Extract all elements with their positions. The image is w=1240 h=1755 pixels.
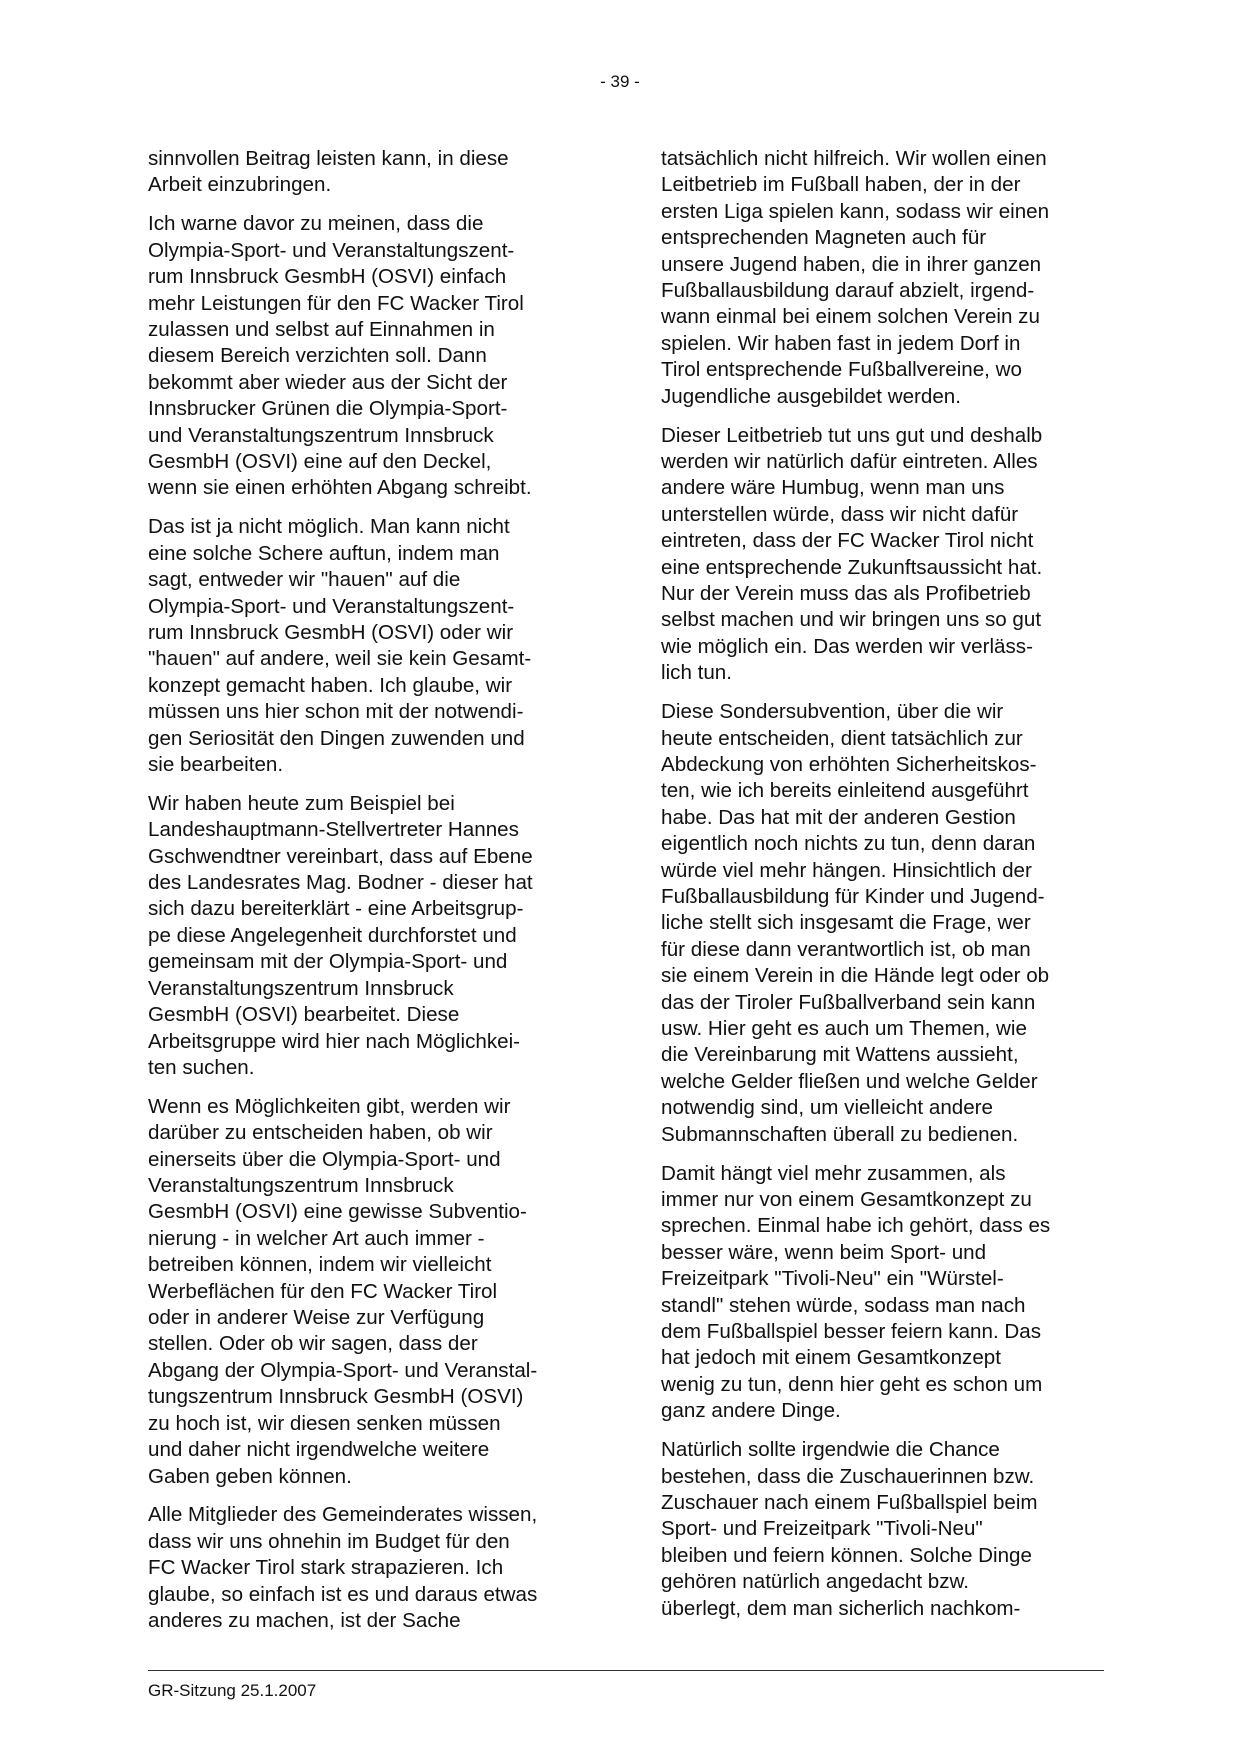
right-text-column	[661, 146, 1101, 1634]
text-line: für diese dann verantwortlich ist, ob man	[661, 937, 1031, 961]
text-line: Tirol entsprechende Fußballvereine, wo	[661, 358, 1022, 382]
text-line: Veranstaltungszentrum Innsbruck	[148, 1174, 454, 1198]
text-line: rum Innsbruck GesmbH (OSVI) einfach	[148, 265, 507, 289]
text-line: tungszentrum Innsbruck GesmbH (OSVI)	[148, 1385, 524, 1409]
text-line: entsprechenden Magneten auch für	[661, 226, 987, 250]
text-line: eine entsprechende Zukunftsaussicht hat.	[661, 555, 1043, 579]
text-line: notwendig sind, um vielleicht andere	[661, 1096, 993, 1120]
paragraph	[661, 699, 1101, 1148]
text-line: und Veranstaltungszentrum Innsbruck	[148, 423, 494, 447]
text-line: sie einem Verein in die Hände legt oder ob	[661, 964, 1050, 988]
paragraph	[148, 1094, 588, 1490]
text-line: sie bearbeiten.	[148, 752, 284, 776]
text-line: Diese Sondersubvention, über die wir	[661, 700, 1004, 724]
paragraph	[661, 423, 1101, 687]
text-line: andere wäre Humbug, wenn man uns	[661, 476, 1005, 500]
text-line: betreiben können, indem wir vielleicht	[148, 1253, 492, 1277]
text-line: sprechen. Einmal habe ich gehört, dass es	[661, 1214, 1051, 1238]
text-line: Zuschauer nach einem Fußballspiel beim	[661, 1490, 1038, 1514]
text-line: wenig zu tun, denn hier geht es schon um	[661, 1372, 1043, 1396]
text-line: werden wir natürlich dafür eintreten. Alles	[661, 449, 1038, 473]
text-line: spielen. Wir haben fast in jedem Dorf in	[661, 331, 1021, 355]
text-line: Jugendliche ausgebildet werden.	[661, 384, 961, 408]
text-line: Das ist ja nicht möglich. Man kann nicht	[148, 515, 510, 539]
text-line: darüber zu entscheiden haben, ob wir	[148, 1121, 493, 1145]
text-line: Gaben geben können.	[148, 1464, 352, 1488]
text-line: bleiben und feiern können. Solche Dinge	[661, 1543, 1032, 1567]
text-line: Damit hängt viel mehr zusammen, als	[661, 1161, 1006, 1185]
text-line: eigentlich noch nichts zu tun, denn daran	[661, 832, 1036, 856]
text-line: tatsächlich nicht hilfreich. Wir wollen einen	[661, 147, 1047, 170]
paragraph	[148, 211, 588, 501]
text-line: und daher nicht irgendwelche weitere	[148, 1438, 490, 1462]
text-line: heute entscheiden, dient tatsächlich zur	[661, 726, 1023, 750]
text-line: ganz andere Dinge.	[661, 1399, 841, 1423]
paragraph	[661, 1161, 1101, 1425]
text-line: müssen uns hier schon mit der notwendi-	[148, 700, 524, 724]
text-line: das der Tiroler Fußballverband sein kann	[661, 990, 1036, 1014]
text-line: Olympia-Sport- und Veranstaltungszent-	[148, 238, 515, 262]
text-line: Veranstaltungszentrum Innsbruck	[148, 976, 454, 1000]
text-line: wann einmal bei einem solchen Verein zu	[661, 305, 1040, 329]
text-line: GesmbH (OSVI) eine gewisse Subventio-	[148, 1200, 527, 1224]
paragraph	[148, 1502, 588, 1634]
text-line: ten, wie ich bereits einleitend ausgeführt	[661, 779, 1029, 803]
text-line: Leitbetrieb im Fußball haben, der in der	[661, 173, 1021, 197]
text-line: Fußballausbildung darauf abzielt, irgend-	[661, 279, 1035, 303]
paragraph	[148, 146, 588, 199]
text-line: wenn sie einen erhöhten Abgang schreibt.	[148, 476, 532, 500]
text-line: stellen. Oder ob wir sagen, dass der	[148, 1332, 478, 1356]
text-line: glaube, so einfach ist es und daraus etwas	[148, 1582, 538, 1606]
paragraph	[661, 146, 1101, 410]
text-line: immer nur von einem Gesamtkonzept zu	[661, 1187, 1032, 1211]
text-line: konzept gemacht haben. Ich glaube, wir	[148, 673, 513, 697]
text-line: FC Wacker Tirol stark strapazieren. Ich	[148, 1556, 504, 1580]
paragraph	[661, 1437, 1101, 1622]
text-line: liche stellt sich insgesamt die Frage, wer	[661, 911, 1031, 935]
text-line: Olympia-Sport- und Veranstaltungszent-	[148, 594, 515, 618]
text-line: gehören natürlich angedacht bzw.	[661, 1570, 969, 1594]
text-line: eine solche Schere auftun, indem man	[148, 541, 500, 565]
text-line: Sport- und Freizeitpark "Tivoli-Neu"	[661, 1517, 983, 1541]
text-line: Alle Mitglieder des Gemeinderates wissen,	[148, 1503, 538, 1527]
text-line: Abdeckung von erhöhten Sicherheitskos-	[661, 752, 1037, 776]
text-line: selbst machen und wir bringen uns so gut	[661, 608, 1042, 632]
text-line: zu hoch ist, wir diesen senken müssen	[148, 1411, 501, 1435]
text-line: gen Seriosität den Dingen zuwenden und	[148, 726, 525, 750]
text-line: oder in anderer Weise zur Verfügung	[148, 1306, 485, 1330]
text-line: besser wäre, wenn beim Sport- und	[661, 1240, 987, 1264]
text-line: bestehen, dass die Zuschauerinnen bzw.	[661, 1464, 1035, 1488]
text-line: standl" stehen würde, sodass man nach	[661, 1293, 1026, 1317]
footer-divider	[148, 1670, 1104, 1671]
text-line: "hauen" auf andere, weil sie kein Gesamt-	[148, 647, 532, 671]
text-line: mehr Leistungen für den FC Wacker Tirol	[148, 291, 524, 315]
paragraph	[148, 791, 588, 1081]
text-line: des Landesrates Mag. Bodner - dieser hat	[148, 871, 533, 895]
text-line: GesmbH (OSVI) bearbeitet. Diese	[148, 1003, 460, 1027]
text-line: Natürlich sollte irgendwie die Chance	[661, 1438, 1000, 1462]
text-line: Arbeitsgruppe wird hier nach Möglichkei-	[148, 1029, 521, 1053]
text-line: Nur der Verein muss das als Profibetrieb	[661, 582, 1031, 605]
text-line: lich tun.	[661, 661, 732, 685]
text-line: Freizeitpark "Tivoli-Neu" ein "Würstel-	[661, 1267, 1004, 1291]
text-line: pe diese Angelegenheit durchforstet und	[148, 923, 517, 947]
text-line: diesem Bereich verzichten soll. Dann	[148, 344, 487, 368]
text-line: Wenn es Möglichkeiten gibt, werden wir	[148, 1094, 511, 1118]
text-line: die Vereinbarung mit Wattens aussieht,	[661, 1043, 1019, 1067]
text-line: sinnvollen Beitrag leisten kann, in diese	[148, 147, 509, 170]
text-line: wie möglich ein. Das werden wir verläss-	[661, 634, 1033, 658]
text-line: rum Innsbruck GesmbH (OSVI) oder wir	[148, 620, 514, 644]
text-line: dem Fußballspiel besser feiern kann. Das	[661, 1319, 1042, 1343]
text-line: zulassen und selbst auf Einnahmen in	[148, 317, 495, 341]
text-line: ersten Liga spielen kann, sodass wir einen	[661, 199, 1050, 223]
text-line: Gschwendtner vereinbart, dass auf Ebene	[148, 844, 533, 868]
paragraph	[148, 514, 588, 778]
text-line: Arbeit einzubringen.	[148, 173, 332, 197]
text-line: hat jedoch mit einem Gesamtkonzept	[661, 1346, 1001, 1370]
text-line: dass wir uns ohnehin im Budget für den	[148, 1529, 510, 1553]
text-line: sich dazu bereiterklärt - eine Arbeitsgrup-	[148, 897, 524, 921]
text-line: Abgang der Olympia-Sport- und Veranstal-	[148, 1358, 538, 1382]
text-line: habe. Das hat mit der anderen Gestion	[661, 805, 1016, 829]
text-line: Werbeflächen für den FC Wacker Tirol	[148, 1279, 498, 1303]
text-line: eintreten, dass der FC Wacker Tirol nicht	[661, 529, 1034, 553]
text-line: Landeshauptmann-Stellvertreter Hannes	[148, 818, 519, 842]
text-line: nierung - in welcher Art auch immer -	[148, 1226, 485, 1250]
text-line: einerseits über die Olympia-Sport- und	[148, 1147, 501, 1171]
text-line: usw. Hier geht es auch um Themen, wie	[661, 1017, 1027, 1040]
text-line: überlegt, dem man sicherlich nachkom-	[661, 1596, 1021, 1620]
text-line: gemeinsam mit der Olympia-Sport- und	[148, 950, 508, 974]
text-line: GesmbH (OSVI) eine auf den Deckel,	[148, 449, 492, 473]
page-number: - 39 -	[600, 72, 640, 91]
text-line: bekommt aber wieder aus der Sicht der	[148, 370, 508, 394]
text-line: würde viel mehr hängen. Hinsichtlich der	[661, 858, 1032, 882]
text-line: Ich warne davor zu meinen, dass die	[148, 212, 484, 236]
text-line: unsere Jugend haben, die in ihrer ganzen	[661, 252, 1042, 276]
footer-session-date: GR-Sitzung 25.1.2007	[148, 1681, 317, 1700]
text-line: sagt, entweder wir "hauen" auf die	[148, 568, 461, 592]
text-line: anderes zu machen, ist der Sache	[148, 1609, 461, 1633]
text-line: ten suchen.	[148, 1055, 255, 1079]
text-line: Wir haben heute zum Beispiel bei	[148, 791, 455, 815]
text-line: Fußballausbildung für Kinder und Jugend-	[661, 884, 1045, 908]
text-line: Submannschaften überall zu bedienen.	[661, 1122, 1019, 1146]
text-line: Innsbrucker Grünen die Olympia-Sport-	[148, 397, 508, 421]
text-line: Dieser Leitbetrieb tut uns gut und deshalb	[661, 423, 1043, 447]
text-line: unterstellen würde, dass wir nicht dafür	[661, 502, 1019, 526]
text-line: welche Gelder fließen und welche Gelder	[661, 1069, 1038, 1093]
left-text-column	[148, 146, 588, 1647]
